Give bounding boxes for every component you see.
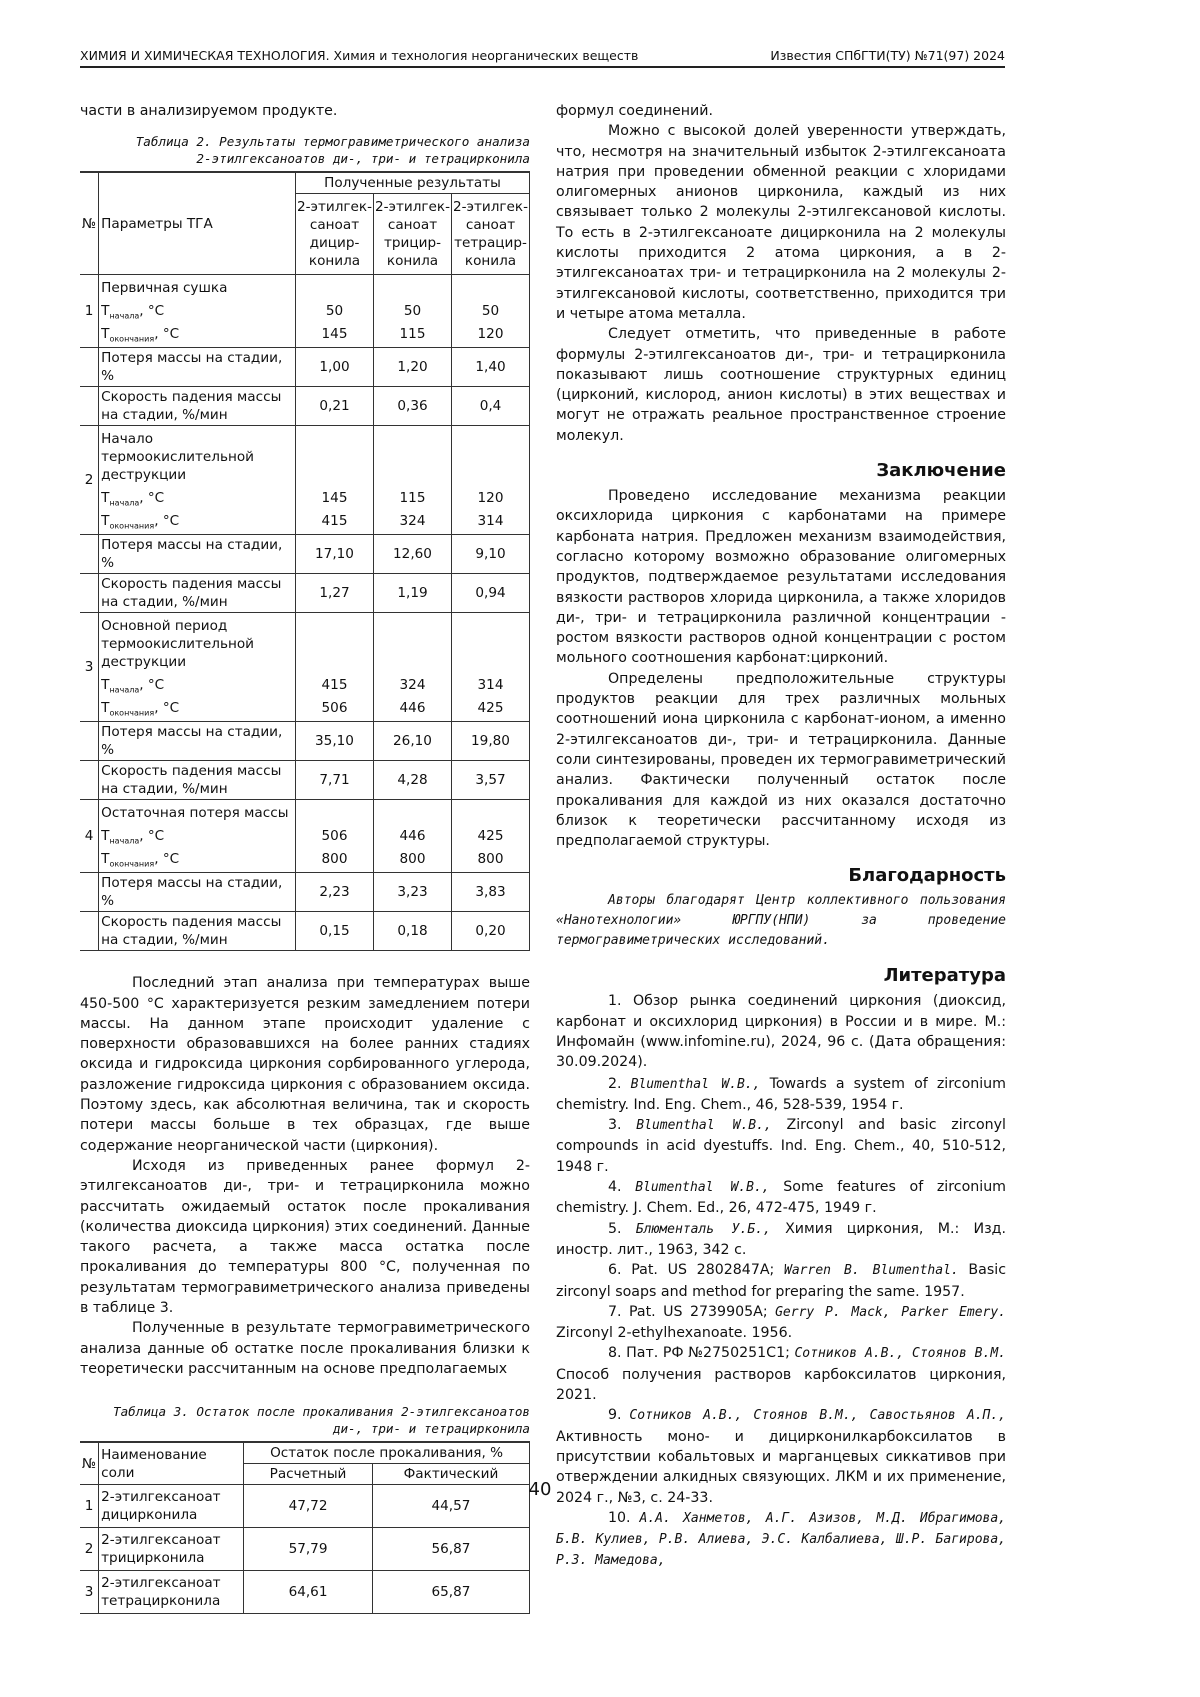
stage-number [80,800,99,873]
value-cell [296,275,374,348]
unit: , °C [154,513,179,529]
right-column [556,101,1006,1572]
value: 1,27 [319,585,349,601]
reference-item [556,1074,1006,1116]
header-compound [296,194,374,275]
value-cell [452,275,530,348]
value: 1,20 [397,359,427,375]
value-cell [452,574,530,613]
value: 800 [400,851,426,867]
paragraph: Последний этап анализа при температурах выше 450-500 °C характеризуется резким замедлением потери массы. На данном этапе происходит удаление с поверхности образовавшихся на более ранних стадиях оксида и гидроксида циркония сорбированного углерода, разложение гидроксида циркония с образованием оксида. Поэтому здесь, как абсолютная величина, так и скорость потери массы больше в тех образцах, где выше содержание неорганической части (циркония). [80,973,530,1156]
header-params [99,172,296,275]
stage-params [99,426,296,535]
value-cell [296,800,374,873]
table-row-loss [80,535,530,574]
value: 47,72 [289,1498,328,1514]
ref-authors: Warren B. Blumenthal. [784,1263,959,1278]
num: 1 [85,1498,94,1514]
t-subscript: начала [109,686,139,695]
stage-title: Первичная сушка [101,280,227,296]
ref-authors: Blumenthal W.B., [631,1077,761,1092]
value: 17,10 [315,546,354,562]
paragraph: Исходя из приведенных ранее формул 2-этилгексаноатов ди-, три- и тетрацирконила можно рассчитать ожидаемый остаток после прокаливания (количества диоксида циркония) этих соединений. Данные такого расчета, а также масса остатка после прокаливания до температуры 800 °C, полученная по результатам термогравиметрического анализа приведены в таблице 3. [80,1156,530,1318]
unit: , °C [139,828,164,844]
empty-cell [80,574,99,613]
value-cell [296,873,374,912]
value: 324 [400,677,426,693]
header-text: Расчетный [270,1466,347,1482]
value: 35,10 [315,733,354,749]
t-subscript: начала [109,837,139,846]
ref-text: Basic zirconyl soaps and method for preparing the same. 1957. [556,1262,1006,1299]
ref-authors: Blumenthal W.B., [635,1180,769,1195]
reference-item [556,1260,1006,1302]
value: 12,60 [393,546,432,562]
t-symbol: T [101,851,109,867]
t-symbol: T [101,303,109,319]
value: 57,79 [289,1541,328,1557]
label: Потеря массы на стадии, % [101,724,282,758]
row-label [99,722,296,761]
reference-item [556,1177,1006,1219]
value: 0,94 [475,585,505,601]
ref-text: 6. Pat. US 2802847A; [608,1262,784,1278]
value-cell [374,275,452,348]
calc-value [244,1571,373,1614]
value: 115 [400,326,426,342]
header-num [80,172,99,275]
row-label [99,761,296,800]
table-tga-results [80,171,530,951]
value: 415 [322,513,348,529]
stage-number [80,426,99,535]
reference-item [556,1115,1006,1177]
table-header-row [80,172,530,194]
value: 120 [478,490,504,506]
value: 1,19 [397,585,427,601]
ref-authors: Блюменталь У.Б., [636,1222,771,1237]
value: 64,61 [289,1584,328,1600]
value: 0,4 [480,398,502,414]
table-row-stage [80,275,530,348]
row-num [80,1571,99,1614]
value: 56,87 [431,1541,470,1557]
value-cell [374,613,452,722]
label: Скорость падения массы на стадии, %/мин [101,576,281,610]
stage-title: Начало термоокислительной деструкции [101,431,254,483]
value: 19,80 [471,733,510,749]
unit: , °C [154,700,179,716]
reference-item [556,1343,1006,1405]
label: Потеря массы на стадии, % [101,350,282,384]
running-header [80,46,1005,68]
ref-text: Химия циркония, М.: Изд. иностр. лит., 1963, 342 с. [556,1221,1006,1258]
name: 2-этилгексаноат дицирконила [101,1489,220,1523]
ref-text: 2. [608,1076,631,1092]
value: 425 [478,828,504,844]
value-cell [452,613,530,722]
value-cell [452,722,530,761]
stage-title: Остаточная потеря массы [101,805,288,821]
ref-text: 8. Пат. РФ №2750251C1; [608,1345,794,1361]
value: 324 [400,513,426,529]
left-column [80,101,530,1614]
value: 44,57 [431,1498,470,1514]
table2-caption [80,133,530,167]
value-cell [296,574,374,613]
value: 0,21 [319,398,349,414]
ref-authors: А.А. Ханметов, А.Г. Азизов, М.Д. Ибрагимова, Б.В. Кулиев, Р.В. Алиева, Э.С. Калбалиева, Ш.Р. Багирова, Р.З. Мамедова, [556,1511,1006,1569]
header-text: Остаток после прокаливания, % [270,1445,503,1461]
header-text: 2-этилгек-саноат тетрацир-конила [453,199,528,269]
value: 0,15 [319,923,349,939]
value: 446 [400,828,426,844]
ref-text: 10. [608,1510,640,1526]
calc-value [244,1528,373,1571]
empty-cell [80,535,99,574]
value: 115 [400,490,426,506]
stage-num: 3 [85,659,94,675]
paragraph: части в анализируемом продукте. [80,101,530,121]
stage-num: 4 [85,828,94,844]
table-row-rate [80,574,530,613]
value-cell [452,761,530,800]
t-subscript: начала [109,499,139,508]
reference-item [556,1508,1006,1572]
value-cell [374,348,452,387]
paragraph: формул соединений. [556,101,1006,121]
value: 0,20 [475,923,505,939]
t-symbol: T [101,326,109,342]
t-symbol: T [101,828,109,844]
fact-value [372,1571,529,1614]
table-row-stage [80,426,530,535]
name: 2-этилгексаноат трицирконила [101,1532,220,1566]
paragraph: Полученные в результате термогравиметрического анализа данные об остатке после прокаливания близки к теоретически рассчитанным на основе предполагаемых [80,1318,530,1379]
ref-text: Активность моно- и дицирконилкарбоксилатов в присутствии кобальтовых и марганцевых сиккативов при отверждении алкидных связующих. ЛКМ и их применение, 2024 г., №3, с. 24-33. [556,1429,1006,1506]
value: 506 [322,828,348,844]
ref-text: 1. Обзор рынка соединений циркония (диоксид, карбонат и оксихлорид циркония) в России и в мире. М.: Инфомайн (www.infomine.ru), 2024, 96 с. (Дата обращения: 30.09.2024). [556,993,1006,1070]
header-name [99,1442,244,1485]
header-text: 2-этилгек-саноат трицир-конила [375,199,450,269]
label: Потеря массы на стадии, % [101,537,282,571]
caption-line: ди-, три- и тетрацирконила [80,1420,530,1437]
reference-item [556,1302,1006,1344]
table-row [80,1571,530,1614]
empty-cell [80,387,99,426]
value: 4,28 [397,772,427,788]
t-subscript: окончания [109,522,154,531]
value-cell [296,761,374,800]
ref-text: Some features of zirconium chemistry. J. Chem. Ed., 26, 472-475, 1949 г. [556,1179,1006,1216]
value-cell [452,535,530,574]
stage-number [80,613,99,722]
fact-value [372,1528,529,1571]
table-row-rate [80,761,530,800]
salt-name [99,1571,244,1614]
header-section: ХИМИЯ И ХИМИЧЕСКАЯ ТЕХНОЛОГИЯ. Химия и технология неорганических веществ [80,46,638,66]
ref-text: Способ получения растворов карбоксилатов циркония, 2021. [556,1367,1006,1403]
value: 3,57 [475,772,505,788]
heading-references: Литература [556,965,1006,987]
header-text: 2-этилгек-саноат дицир-конила [297,199,372,269]
header-results [296,172,530,194]
t-symbol: T [101,677,109,693]
value-cell [296,348,374,387]
stage-number [80,275,99,348]
t-subscript: начала [109,312,139,321]
unit: , °C [139,677,164,693]
value: 3,23 [397,884,427,900]
reference-item [556,991,1006,1073]
header-text: № [82,1456,96,1472]
header-num [80,1442,99,1485]
value: 0,18 [397,923,427,939]
table-row-loss [80,873,530,912]
table-row [80,1528,530,1571]
t-symbol: T [101,513,109,529]
table-row-loss [80,722,530,761]
salt-name [99,1528,244,1571]
unit: , °C [154,851,179,867]
value: 120 [478,326,504,342]
stage-title: Основной период термоокислительной деструкции [101,618,254,670]
value-cell [374,426,452,535]
empty-cell [80,722,99,761]
value: 2,23 [319,884,349,900]
num: 2 [85,1541,94,1557]
value: 1,00 [319,359,349,375]
value-cell [452,387,530,426]
table-row-rate [80,912,530,951]
row-num [80,1528,99,1571]
value-cell [374,912,452,951]
ref-authors: Сотников А.В., Стоянов В.М. [794,1346,1006,1361]
empty-cell [80,912,99,951]
value: 1,40 [475,359,505,375]
value-cell [374,800,452,873]
value-cell [296,722,374,761]
header-text: Наименование соли [101,1447,207,1481]
value: 50 [482,303,499,319]
paragraph: Определены предположительные структуры продуктов реакции для трех различных мольных соотношений иона цирконила с карбонат-ионом, а именно 2-этилгексаноатов ди-, три- и тетрацирконила. Данные соли синтезированы, проведен их термогравиметрический анализ. Фактически полученный остаток после прокаливания для каждой из них оказался достаточно близок к теоретически рассчитанному исходя из предполагаемой структуры. [556,669,1006,852]
row-label [99,873,296,912]
value: 314 [478,677,504,693]
stage-params [99,800,296,873]
unit: , °C [154,326,179,342]
ref-text: 9. [608,1407,629,1423]
header-text: Полученные результаты [324,175,501,191]
header-text: Фактический [404,1466,499,1482]
unit: , °C [139,490,164,506]
row-label [99,535,296,574]
value-cell [452,800,530,873]
value: 800 [478,851,504,867]
header-residue [244,1442,530,1464]
label: Скорость падения массы на стадии, %/мин [101,914,281,948]
row-label [99,912,296,951]
table-residue [80,1441,530,1614]
row-label [99,574,296,613]
ref-authors: Сотников А.В., Стоянов В.М., Савостьянов А.П., [629,1408,1006,1423]
value-cell [374,761,452,800]
num: 3 [85,1584,94,1600]
value-cell [452,426,530,535]
label: Скорость падения массы на стадии, %/мин [101,763,281,797]
row-label [99,387,296,426]
label: Скорость падения массы на стадии, %/мин [101,389,281,423]
table-row-stage [80,613,530,722]
value: 26,10 [393,733,432,749]
empty-cell [80,348,99,387]
value: 415 [322,677,348,693]
ref-text: 5. [608,1221,636,1237]
value-cell [452,873,530,912]
value-cell [374,574,452,613]
ref-authors: Blumenthal W.B., [636,1118,771,1133]
value: 800 [322,851,348,867]
caption-line: Таблица 2. Результаты термогравиметрического анализа [80,133,530,150]
t-subscript: окончания [109,860,154,869]
header-compound [374,194,452,275]
value-cell [296,912,374,951]
value-cell [374,535,452,574]
header-text: № [82,216,96,232]
unit: , °C [139,303,164,319]
reference-item [556,1219,1006,1261]
ref-authors: Gerry P. Mack, Parker Emery. [775,1305,1006,1320]
value: 145 [322,490,348,506]
value: 506 [322,700,348,716]
value: 65,87 [431,1584,470,1600]
empty-cell [80,873,99,912]
ref-text: 7. Pat. US 2739905A; [608,1304,775,1320]
value-cell [374,387,452,426]
value-cell [296,387,374,426]
paragraph: Проведено исследование механизма реакции оксихлорида циркония с карбонатами на примере карбоната натрия. Предложен механизм взаимодействия, согласно которому возможно образование олигомерных продуктов, подтверждаемое результатами исследования вязкости растворов хлорида цирконила, а также хлоридов ди-, три- и тетрацирконила различной концентрации - ростом вязкости растворов одной концентрации с ростом мольного соотношения карбонат:цирконий. [556,486,1006,669]
ref-text: 4. [608,1179,635,1195]
value-cell [296,426,374,535]
value: 446 [400,700,426,716]
ref-text: Towards a system of zirconium chemistry. Ind. Eng. Chem., 46, 528-539, 1954 г. [556,1076,1006,1113]
heading-acknowledgement: Благодарность [556,865,1006,887]
value: 425 [478,700,504,716]
table-row-rate [80,387,530,426]
value: 50 [404,303,421,319]
row-label [99,348,296,387]
paragraph: Можно с высокой долей уверенности утверждать, что, несмотря на значительный избыток 2-этилгексаноата натрия при проведении обменной реакции с хлоридами олигомерных анионов цирконила, каждый из них связывает только 2 молекулы 2-этилгексановой кислоты. То есть в 2-этилгексаноате дицирконила на 2 молекулы кислоты приходится 2 атома циркония, а в 2-этилгексаноатах три- и тетрацирконила на 2 молекулы 2-этилгексановой кислоты, соответственно, приходится три и четыре атома металла. [556,121,1006,324]
heading-conclusion: Заключение [556,460,1006,482]
name: 2-этилгексаноат тетрацирконила [101,1575,220,1609]
stage-params [99,275,296,348]
caption-line: Таблица 3. Остаток после прокаливания 2-этилгексаноатов [80,1403,530,1420]
document-page [0,0,1200,1697]
header-compound [452,194,530,275]
value: 0,36 [397,398,427,414]
value-cell [374,722,452,761]
header-text: Параметры ТГА [101,216,213,232]
value: 50 [326,303,343,319]
value: 145 [322,326,348,342]
ref-text: 3. [608,1117,636,1133]
paragraph: Следует отметить, что приведенные в работе формулы 2-этилгексаноатов ди-, три- и тетрацирконила показывают лишь соотношение структурных единиц (цирконий, кислород, анион кислоты) в этих веществах и могут не отражать реальное пространственное строение молекул. [556,324,1006,446]
value: 3,83 [475,884,505,900]
stage-params [99,613,296,722]
table-header-row [80,1442,530,1464]
value-cell [296,535,374,574]
value-cell [452,348,530,387]
label: Потеря массы на стадии, % [101,875,282,909]
value: 314 [478,513,504,529]
caption-line: 2-этилгексаноатов ди-, три- и тетрацирконила [80,150,530,167]
t-symbol: T [101,490,109,506]
stage-num: 2 [85,472,94,488]
empty-cell [80,761,99,800]
header-journal: Известия СПбГТИ(ТУ) №71(97) 2024 [770,46,1005,66]
table3-caption [80,1403,530,1437]
stage-num: 1 [85,303,94,319]
t-subscript: окончания [109,709,154,718]
value-cell [452,912,530,951]
ref-text: Zirconyl 2-ethylhexanoate. 1956. [556,1325,792,1341]
value-cell [374,873,452,912]
ref-text: Zirconyl and basic zirconyl compounds in acid dyestuffs. Ind. Eng. Chem., 40, 510-512, 1948 г. [556,1117,1006,1175]
value: 9,10 [475,546,505,562]
table-row-loss [80,348,530,387]
t-symbol: T [101,700,109,716]
value-cell [296,613,374,722]
value: 7,71 [319,772,349,788]
page-number: 40 [0,1480,1080,1500]
acknowledgement-text: Авторы благодарят Центр коллективного пользования «Нанотехнологии» ЮРГПУ(НПИ) за проведение термогравиметрических исследований. [556,891,1006,951]
table-row-stage [80,800,530,873]
t-subscript: окончания [109,335,154,344]
